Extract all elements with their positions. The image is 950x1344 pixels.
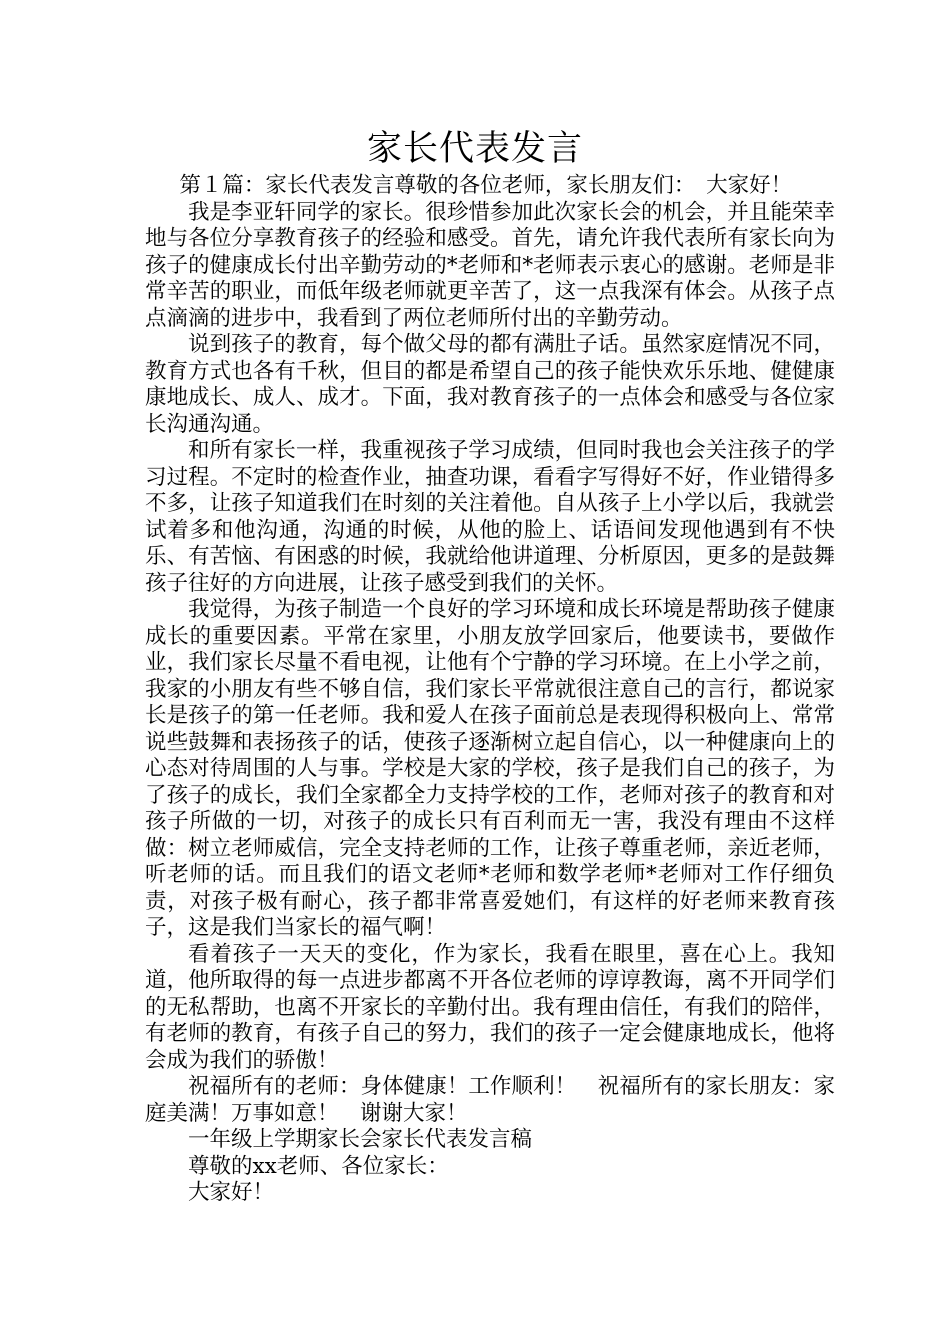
paragraph-blessings: 祝福所有的老师：身体健康！工作顺利！ 祝福所有的家长朋友：家庭美满！万事如意！ 谢谢大家！ [145,1074,835,1126]
paragraph-education: 说到孩子的教育，每个做父母的都有满肚子话。虽然家庭情况不同，教育方式也各有千秋，但目的都是希望自己的孩子能快欢乐乐地、健健康康地成长、成人、成才。下面，我对教育孩子的一点体会和感受与各位家长沟通沟通。 [145,332,835,437]
paragraph-environment: 我觉得，为孩子制造一个良好的学习环境和成长环境是帮助孩子健康成长的重要因素。平常在家里，小朋友放学回家后，他要读书，要做作业，我们家长尽量不看电视，让他有个宁静的学习环境。在上小学之前，我家的小朋友有些不够自信，我们家长平常就很注意自己的言行，都说家长是孩子的第一任老师。我和爱人在孩子面前总是表现得积极向上、常常说些鼓舞和表扬孩子的话，使孩子逐渐树立起自信心，以一种健康向上的心态对待周围的人与事。学校是大家的学校，孩子是我们自己的孩子，为了孩子的成长，我们全家都全力支持学校的工作，老师对孩子的教育和对孩子所做的一切，对孩子的成长只有百利而无一害，我没有理由不这样做：树立老师威信，完全支持老师的工作，让孩子尊重老师，亲近老师，听老师的话。而且我们的语文老师*老师和数学老师*老师对工作仔细负责，对孩子极有耐心，孩子都非常喜爱她们，有这样的好老师来教育孩子，这是我们当家长的福气啊！ [145,597,835,940]
paragraph-introduction: 我是李亚轩同学的家长。很珍惜参加此次家长会的机会，并且能荣幸地与各位分享教育孩子的经验和感受。首先，请允许我代表所有家长向为孩子的健康成长付出辛勤劳动的*老师和*老师表示衷心的感谢。老师是非常辛苦的职业，而低年级老师就更辛苦了，这一点我深有体会。从孩子点点滴滴的进步中，我看到了两位老师所付出的辛勤劳动。 [145,199,835,331]
second-speech-greeting: 大家好！ [188,1180,275,1205]
paragraph-progress: 看着孩子一天天的变化，作为家长，我看在眼里，喜在心上。我知道，他所取得的每一点进步都离不开各位老师的谆谆教诲，离不开同学们的无私帮助，也离不开家长的辛勤付出。我有理由信任，有我们的陪伴，有老师的教育，有孩子自己的努力，我们的孩子一定会健康地成长，他将会成为我们的骄傲！ [145,941,835,1073]
second-speech-salutation: 尊敬的xx老师、各位家长： [188,1153,449,1179]
document-body [145,173,835,1207]
paragraph-study-process: 和所有家长一样，我重视孩子学习成绩，但同时我也会关注孩子的学习过程。不定时的检查作业，抽查功课，看看字写得好不好，作业错得多不多，让孩子知道我们在时刻的关注着他。自从孩子上小学以后，我就尝试着多和他沟通，沟通的时候，从他的脸上、话语间发现他遇到有不快乐、有苦恼、有困惑的时候，我就给他讲道理、分析原因，更多的是鼓舞孩子往好的方向进展，让孩子感受到我们的关怀。 [145,438,835,596]
second-speech-title: 一年级上学期家长会家长代表发言稿 [188,1127,533,1152]
opening-line: 第１篇：家长代表发言尊敬的各位老师，家长朋友们： 大家好！ [179,173,793,198]
document-title: 家长代表发言 [366,129,583,169]
